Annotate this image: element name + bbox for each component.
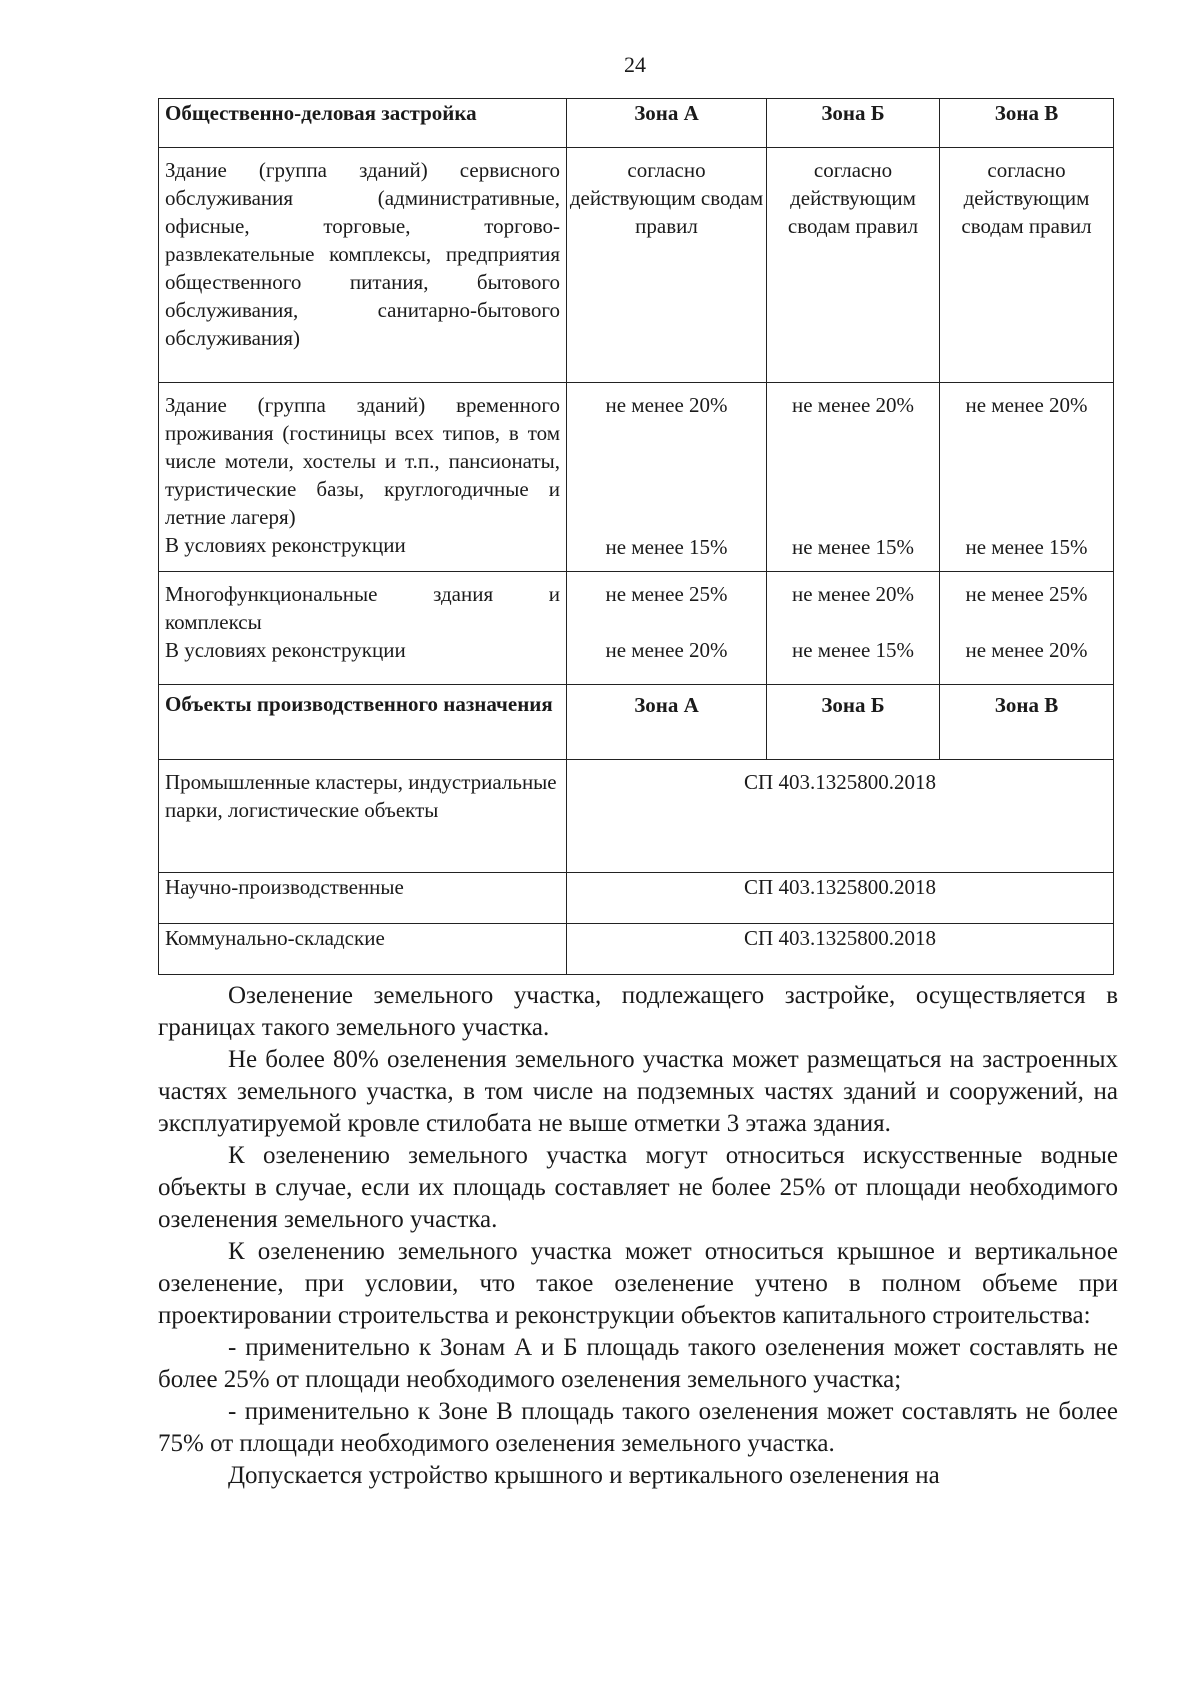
table-row	[159, 148, 1114, 383]
row-label: Промышленные кластеры, индустриальные парки, логистические объекты	[159, 760, 567, 873]
row-label-main: Здание (группа зданий) временного проживания (гостиницы всех типов, в том числе мотели, хостелы и т.п., пансионаты, туристические базы, круглогодичные и летние лагеря)	[165, 393, 560, 529]
row-label: Коммунально-складские	[159, 924, 567, 975]
header-zone-a: Зона А	[567, 685, 767, 760]
body-text	[158, 980, 1118, 1492]
cell-zone-b: согласно действующим сводам правил	[767, 148, 940, 383]
header-zone-b: Зона Б	[767, 99, 940, 148]
table-row	[159, 383, 1114, 572]
header-zone-a: Зона А	[567, 99, 767, 148]
header-category: Общественно-деловая застройка	[159, 99, 567, 148]
table-row	[159, 572, 1114, 685]
value-reconstruction: не менее 20%	[965, 638, 1088, 662]
cell-standard-reference: СП 403.1325800.2018	[567, 873, 1114, 924]
page-number: 24	[624, 52, 646, 77]
greening-norms-table	[158, 98, 1114, 975]
row-label-reconstruction: В условиях реконструкции	[165, 638, 406, 662]
cell-zone-v	[940, 383, 1114, 572]
table-row	[159, 924, 1114, 975]
header-zone-v: Зона В	[940, 685, 1114, 760]
list-item: - применительно к Зонам А и Б площадь такого озеленения может составлять не более 25% от площади необходимого озеленения земельного участка;	[158, 1334, 1118, 1393]
value-main: не менее 20%	[605, 393, 728, 417]
list-item: - применительно к Зоне В площадь такого озеленения может составлять не более 75% от площади необходимого озеленения земельного участка.	[158, 1398, 1118, 1457]
header-zone-v: Зона В	[940, 99, 1114, 148]
cell-zone-b	[767, 572, 940, 685]
value-reconstruction: не менее 15%	[605, 535, 728, 559]
table-row	[159, 760, 1114, 873]
row-label-main: Многофункциональные здания и комплексы	[165, 582, 560, 634]
paragraph: К озеленению земельного участка могут относиться искусственные водные объекты в случае, если их площадь составляет не более 25% от площади необходимого озеленения земельного участка.	[158, 1142, 1118, 1233]
table-header-row	[159, 685, 1114, 760]
cell-zone-a	[567, 572, 767, 685]
paragraph: Допускается устройство крышного и вертикального озеленения на	[228, 1462, 940, 1489]
row-label	[159, 383, 567, 572]
cell-zone-a	[567, 383, 767, 572]
table-header-row	[159, 99, 1114, 148]
value-main: не менее 25%	[965, 582, 1088, 606]
value-main: не менее 25%	[605, 582, 728, 606]
value-main: не менее 20%	[791, 393, 915, 417]
cell-zone-a: согласно действующим сводам правил	[567, 148, 767, 383]
header-zone-b: Зона Б	[767, 685, 940, 760]
cell-zone-b	[767, 383, 940, 572]
cell-zone-v: согласно действующим сводам правил	[940, 148, 1114, 383]
cell-standard-reference: СП 403.1325800.2018	[567, 924, 1114, 975]
paragraph: К озеленению земельного участка может относиться крышное и вертикальное озеленение, при условии, что такое озеленение учтено в полном объеме при проектировании строительства и реконструкции объектов капитального строительства:	[158, 1238, 1118, 1329]
row-label: Научно-производственные	[159, 873, 567, 924]
row-label: Здание (группа зданий) сервисного обслуживания (административные, офисные, торговые, торгово-развлекательные комплексы, предприятия общественного питания, бытового обслуживания, санитарно-бытового обслуживания)	[159, 148, 567, 383]
value-reconstruction: не менее 15%	[791, 638, 915, 662]
row-label-reconstruction: В условиях реконструкции	[165, 533, 406, 557]
table-row	[159, 873, 1114, 924]
paragraph: Не более 80% озеленения земельного участка может размещаться на застроенных частях земельного участка, в том числе на подземных частях зданий и сооружений, на эксплуатируемой кровле стилобата не выше отметки 3 этажа здания.	[158, 1046, 1118, 1137]
value-reconstruction: не менее 20%	[605, 638, 728, 662]
value-main: не менее 20%	[791, 582, 915, 606]
value-reconstruction: не менее 15%	[791, 535, 915, 559]
header-category: Объекты производственного назначения	[159, 685, 567, 760]
row-label	[159, 572, 567, 685]
value-main: не менее 20%	[965, 393, 1088, 417]
paragraph: Озеленение земельного участка, подлежащего застройке, осуществляется в границах такого земельного участка.	[158, 982, 1118, 1041]
cell-standard-reference: СП 403.1325800.2018	[567, 760, 1114, 873]
value-reconstruction: не менее 15%	[965, 535, 1088, 559]
cell-zone-v	[940, 572, 1114, 685]
